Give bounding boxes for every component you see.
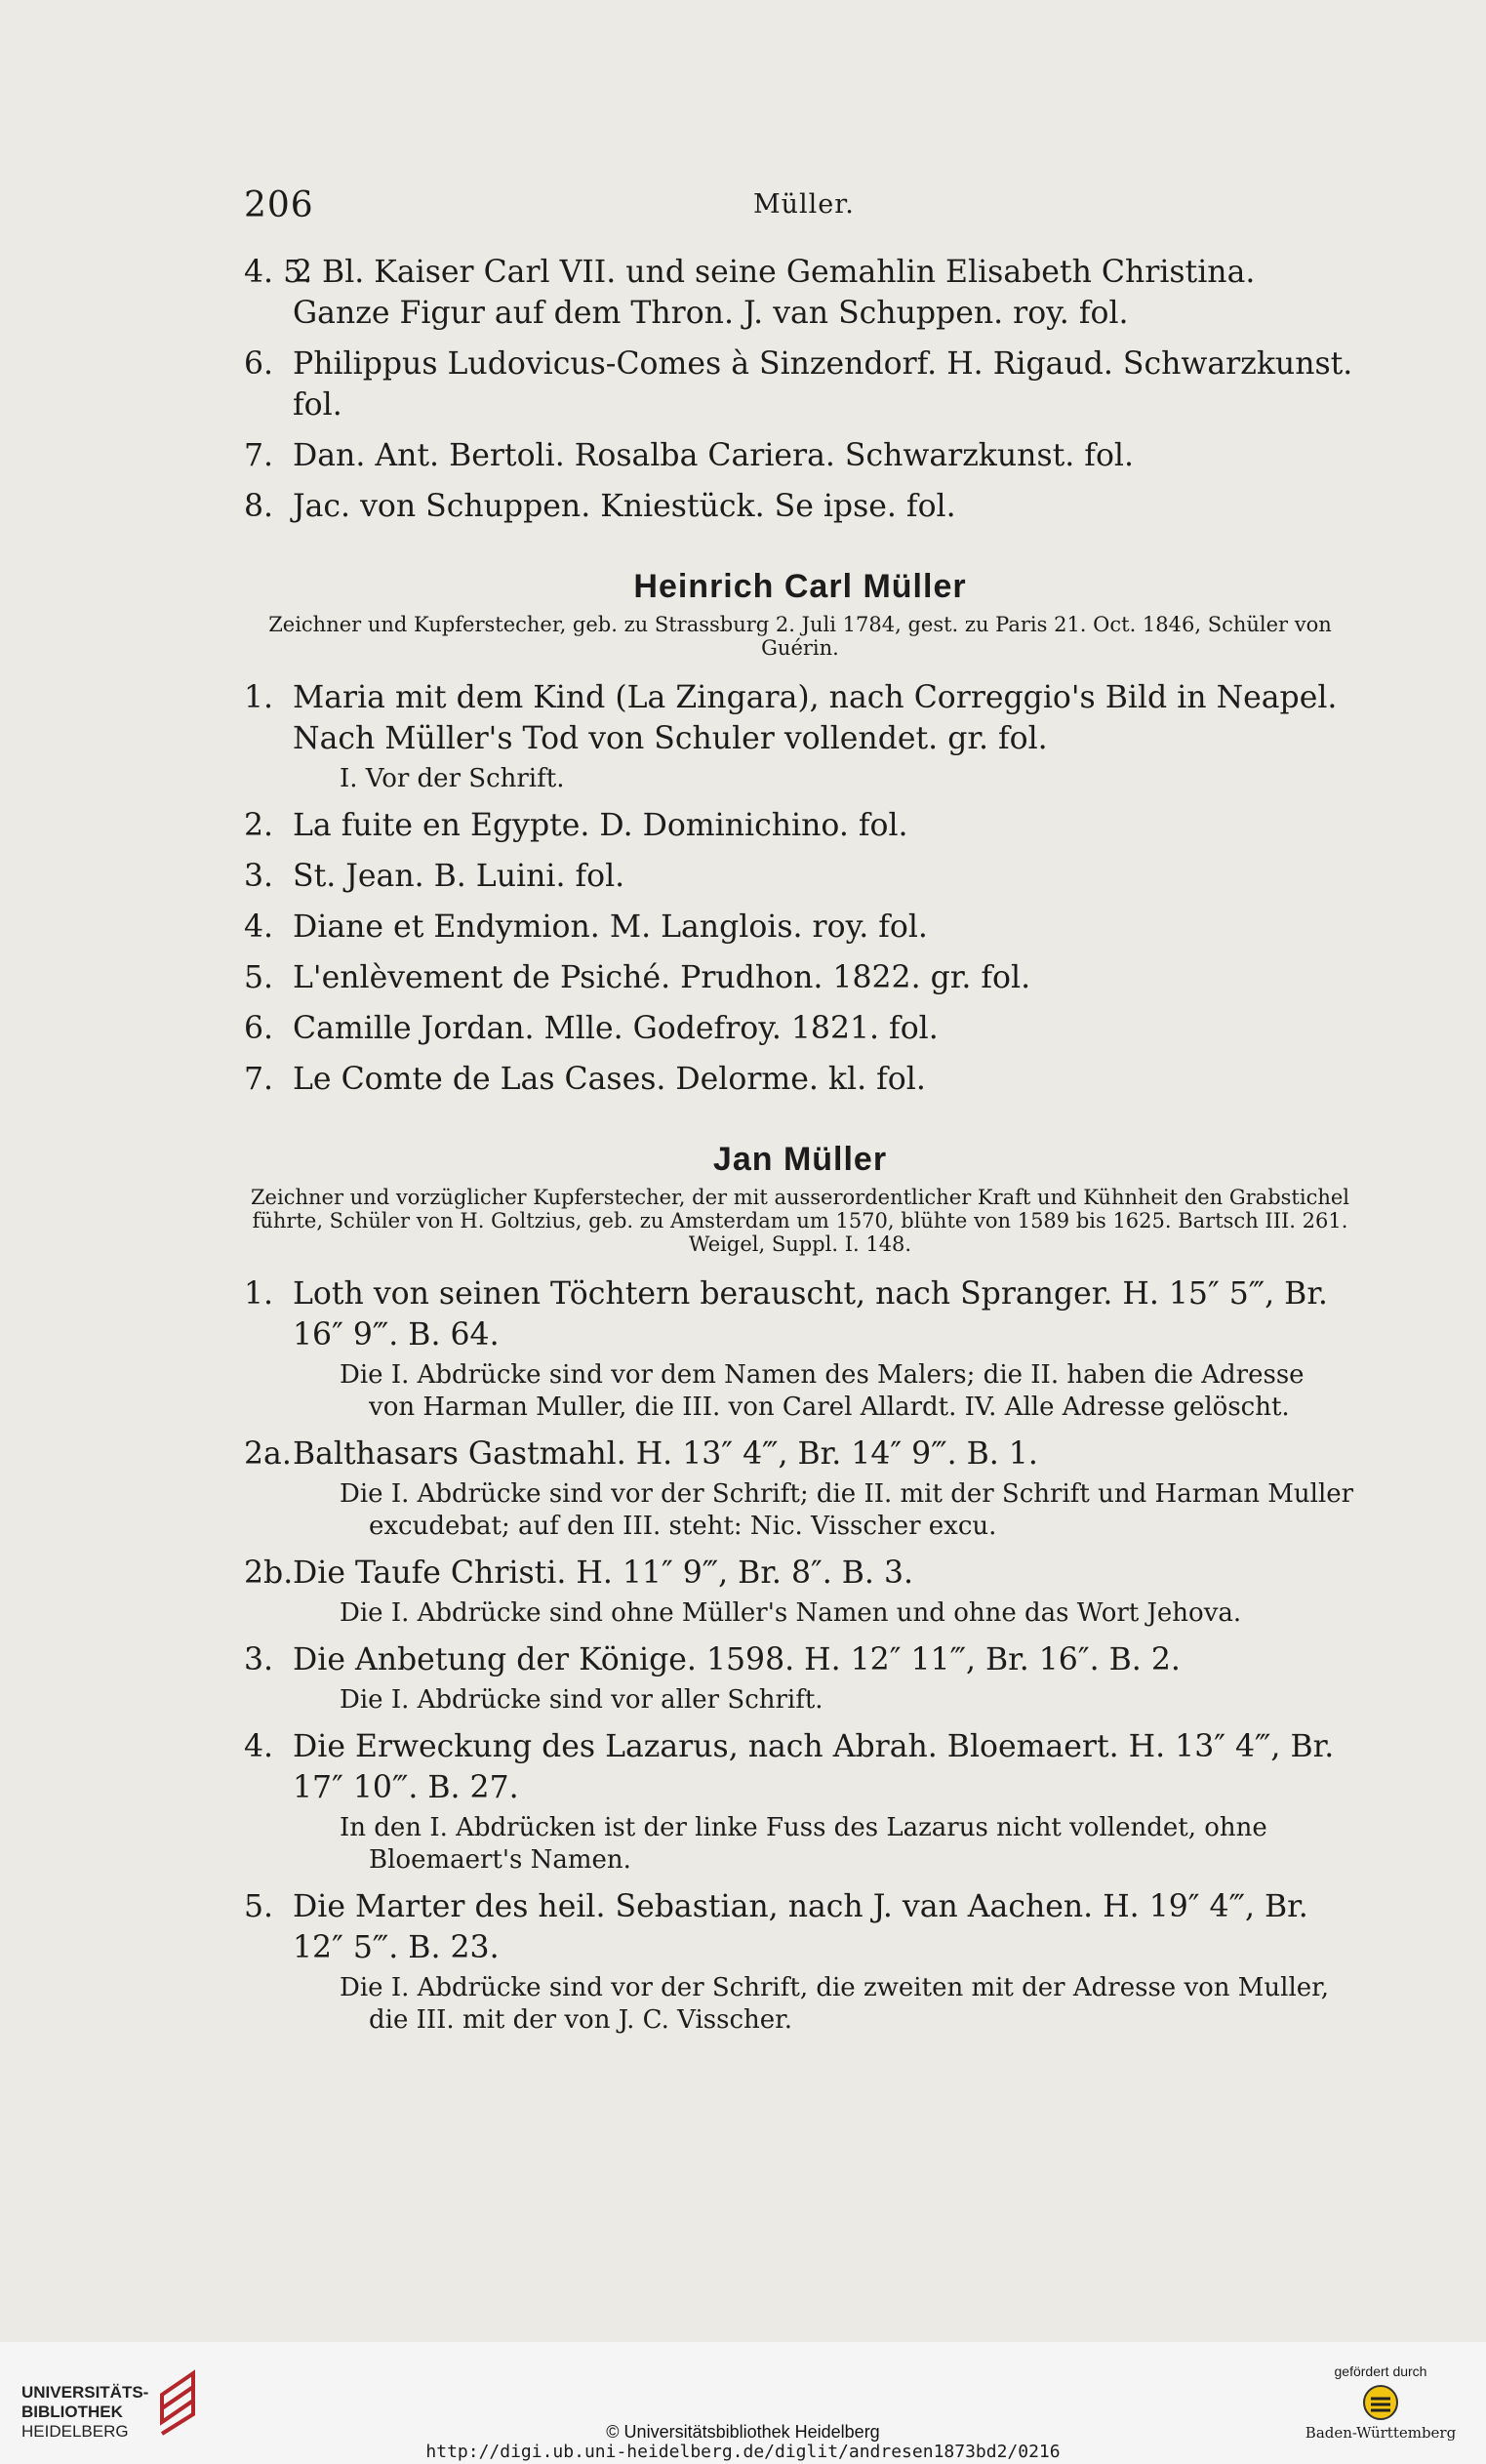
entry-number: 3.: [244, 1642, 274, 1677]
entry-number: 2b.: [244, 1555, 294, 1591]
entry-number: 2.: [244, 808, 274, 843]
permalink-url[interactable]: http://digi.ub.uni-heidelberg.de/diglit/andresen1873bd2/0216: [425, 2442, 1061, 2462]
entry-text: Jac. von Schuppen. Kniestück. Se ipse. fol.: [293, 489, 956, 524]
page-content: [244, 252, 1356, 2037]
catalog-entry: [244, 907, 1356, 948]
sponsor-state: Baden-Württemberg: [1305, 2424, 1457, 2442]
entry-text: Maria mit dem Kind (La Zingara), nach Correggio's Bild in Neapel. Nach Müller's Tod von Schuler vollendet. gr. fol.: [293, 680, 1338, 756]
catalog-entry: [244, 1434, 1356, 1543]
page-number: 206: [244, 185, 314, 225]
continued-entries: [244, 252, 1356, 527]
library-name-line3: HEIDELBERG: [21, 2422, 129, 2441]
entry-text: Die Taufe Christi. H. 11″ 9‴, Br. 8″. B. 3.: [293, 1555, 914, 1591]
library-name-line1: UNIVERSITÄTS-: [21, 2383, 149, 2402]
catalog-entry: [244, 1886, 1356, 2037]
entry-number: 8.: [244, 489, 274, 524]
entry-text: Die Erweckung des Lazarus, nach Abrah. Bloemaert. H. 13″ 4‴, Br. 17″ 10‴. B. 27.: [293, 1729, 1335, 1805]
entry-list-jan: [244, 1273, 1356, 2037]
entry-number: 2a.: [244, 1436, 292, 1472]
entry-number: 4.: [244, 909, 274, 945]
state-crest-icon: [1361, 2383, 1400, 2422]
section-title-heinrich: Heinrich Carl Müller: [633, 568, 967, 605]
entry-text: Die Marter des heil. Sebastian, nach J. van Aachen. H. 19″ 4‴, Br. 12″ 5‴. B. 23.: [293, 1889, 1308, 1965]
entry-text: Camille Jordan. Mlle. Godefroy. 1821. fol.: [293, 1011, 939, 1046]
entry-number: 4. 5.: [244, 255, 313, 290]
entry-number: 7.: [244, 1062, 274, 1097]
catalog-entry: [244, 957, 1356, 998]
section-subtitle-jan: Zeichner und vorzüglicher Kupferstecher, der mit ausserordentlicher Kraft und Kühnheit den Grabstichel führte, Schüler von H. Goltzius, geb. zu Amsterdam um 1570, blühte von 1589 bis 1625. Bartsch III. 261. Weigel, Suppl. I. 148.: [250, 1186, 1350, 1256]
entry-number: 7.: [244, 438, 274, 473]
catalog-entry: [244, 1553, 1356, 1630]
entry-text: Die Anbetung der Könige. 1598. H. 12″ 11‴, Br. 16″. B. 2.: [293, 1642, 1181, 1677]
sponsor-block: [1303, 2363, 1459, 2442]
entry-number: 5.: [244, 960, 274, 995]
entry-note: Die I. Abdrücke sind vor der Schrift; die II. mit der Schrift und Harman Muller excudebat; auf den III. steht: Nic. Visscher excu.: [340, 1479, 1354, 1541]
entry-note: I. Vor der Schrift.: [340, 764, 565, 793]
entry-text: 2 Bl. Kaiser Carl VII. und seine Gemahlin Elisabeth Christina. Ganze Figur auf dem Thron. J. van Schuppen. roy. fol.: [293, 255, 1256, 331]
entry-text: Dan. Ant. Bertoli. Rosalba Cariera. Schwarzkunst. fol.: [293, 438, 1135, 473]
catalog-entry: [244, 1008, 1356, 1049]
entry-text: Le Comte de Las Cases. Delorme. kl. fol.: [293, 1062, 926, 1097]
entry-text: La fuite en Egypte. D. Dominichino. fol.: [293, 808, 908, 843]
catalog-entry: [244, 486, 1356, 527]
entry-text: Loth von seinen Töchtern berauscht, nach Spranger. H. 15″ 5‴, Br. 16″ 9‴. B. 64.: [293, 1276, 1328, 1353]
entry-text: Diane et Endymion. M. Langlois. roy. fol.: [293, 909, 928, 945]
entry-number: 5.: [244, 1889, 274, 1924]
copyright-text: © Universitätsbibliothek Heidelberg: [606, 2422, 880, 2442]
entry-text: St. Jean. B. Luini. fol.: [293, 859, 625, 894]
entry-text: Balthasars Gastmahl. H. 13″ 4‴, Br. 14″ 9‴. B. 1.: [293, 1436, 1038, 1472]
catalog-entry: [244, 1639, 1356, 1717]
entry-note: Die I. Abdrücke sind vor dem Namen des Malers; die II. haben die Adresse von Harman Muller, die III. von Carel Allardt. IV. Alle Adresse gelöscht.: [340, 1360, 1305, 1422]
footer-bar: [0, 2342, 1486, 2464]
entry-note: Die I. Abdrücke sind ohne Müller's Namen und ohne das Wort Jehova.: [340, 1598, 1242, 1628]
catalog-entry: [244, 677, 1356, 795]
entry-number: 6.: [244, 1011, 274, 1046]
catalog-entry: [244, 343, 1356, 425]
catalog-entry: [244, 252, 1356, 334]
catalog-entry: [244, 435, 1356, 476]
catalog-entry: [244, 1726, 1356, 1877]
catalog-entry: [244, 856, 1356, 897]
running-title: Müller.: [753, 189, 855, 220]
entry-note: Die I. Abdrücke sind vor aller Schrift.: [340, 1685, 823, 1715]
entry-note: Die I. Abdrücke sind vor der Schrift, die zweiten mit der Adresse von Muller, die III. mit der von J. C. Visscher.: [340, 1973, 1330, 2035]
catalog-entry: [244, 1273, 1356, 1424]
entry-note: In den I. Abdrücken ist der linke Fuss des Lazarus nicht vollendet, ohne Bloemaert's Namen.: [340, 1813, 1267, 1875]
section-title-jan: Jan Müller: [712, 1141, 888, 1178]
sponsor-label: gefördert durch: [1334, 2363, 1427, 2379]
entry-text: Philippus Ludovicus-Comes à Sinzendorf. H. Rigaud. Schwarzkunst. fol.: [293, 346, 1353, 423]
entry-number: 1.: [244, 680, 274, 715]
entry-list-heinrich: [244, 677, 1356, 1100]
library-name-line2: BIBLIOTHEK: [21, 2403, 123, 2421]
section-subtitle-heinrich: Zeichner und Kupferstecher, geb. zu Strassburg 2. Juli 1784, gest. zu Paris 21. Oct. 1846, Schüler von Guérin.: [268, 613, 1332, 660]
entry-number: 4.: [244, 1729, 274, 1764]
entry-number: 3.: [244, 859, 274, 894]
catalog-entry: [244, 1059, 1356, 1100]
catalog-entry: [244, 805, 1356, 846]
entry-text: L'enlèvement de Psiché. Prudhon. 1822. gr. fol.: [293, 960, 1031, 995]
entry-number: 1.: [244, 1276, 274, 1312]
entry-number: 6.: [244, 346, 274, 382]
